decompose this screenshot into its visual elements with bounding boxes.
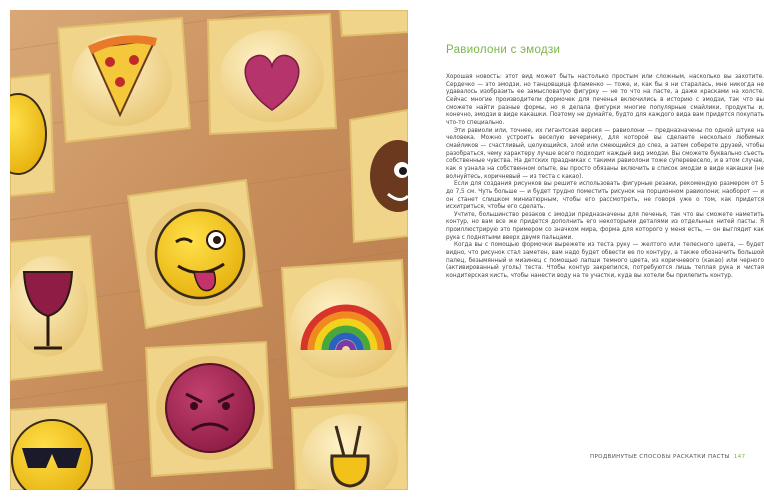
article-paragraph: Хорошая новость: этот вид может быть настолько простым или сложным, насколько вы захотите. Сердечко — это эмодзи, но танцовщица фламенко — тоже, и, как бы я ни старалась, мне никогда не удавалось изобразить ее замысловатую фигурку — не то что на пасте, а даже красками на холсте. Сейчас многие производители формочек для печенья включились в историю с эмодзи, так что вы сможете найти разные формы, но я делала фигурки многие популярные смайлики, продукты и, конечно, эмодзи в виде какашки. Поэтому не думайте, будто для каждого вида вам придется покупать что-то специально. xyxy=(446,74,764,126)
ravioli-pizza xyxy=(58,18,190,142)
page-footer xyxy=(590,454,764,460)
ravioli-peace xyxy=(292,402,408,490)
ravioli-sunglasses xyxy=(10,404,114,490)
ravioli-rainbow xyxy=(282,260,408,398)
article-title: Равиолони с эмодзи xyxy=(446,44,561,56)
ravioli-poop xyxy=(350,110,408,242)
ravioli-photo xyxy=(10,10,408,490)
ravioli-partial-left xyxy=(10,74,54,196)
ravioli-partial-top-right xyxy=(340,10,408,36)
article xyxy=(446,44,764,281)
ravioli-heart xyxy=(208,14,336,134)
page-number: 147 xyxy=(733,454,746,460)
article-paragraph: Учтите, большинство резаков с эмодзи предназначены для печенья, так что вы сможете наметить контур, но вам все же придется дополнить его некоторыми деталями из отдельных нитей пасты. Я проиллюстрирую это примером со значком мира, форма для которого у меня есть, — он выглядит как рука с поднятыми вверх двумя пальцами. xyxy=(446,211,764,241)
article-paragraph: Эти равиоли или, точнее, их гигантская версия — равиолони — предназначены по одной штуке на человека. Можно устроить веселую вечеринку, для которой вы сделаете несколько любимых смайликов — счастливый, целующийся, злой или смеющийся до слез, а затем соберете друзей, чтобы разобраться, чему характеру лучше всего подходит каждый вид эмодзи. Вы сможете буквально съесть собственные чувства. На детских праздниках с такими равиолони тоже суперевесело, и в этом случае, как я узнала на собственном опыте, вы просто обязаны включить в список эмодзи в виде какашки (не волнуйтесь, коричневый — из теста с какао). xyxy=(446,127,764,180)
ravioli-wink xyxy=(128,180,262,328)
ravioli-angry xyxy=(146,342,272,476)
article-paragraph: Когда вы с помощью формочки вырежете из теста руку — желтого или телесного цвета, — будет видно, что рисунок стал заметен, вам надо будет обвести ее по контуру, а также обозначить большой палец, безымянный и мизинец с помощью лапши темного цвета, из коричневого (какао) или черного (активированный уголь) теста. Чтобы контур закрепился, потребуются лишь теплая рука и чистая кондитерская кисть, чтобы нанести воду на те участки, куда вы хотели бы прилепить контур. xyxy=(446,242,764,280)
ravioli-wine xyxy=(10,236,102,380)
article-paragraph: Если для создания рисунков вы решите использовать фигурные резаки, рекомендую размером от 5 до 7,5 см. Чуть больше — и будет трудно поместить рисунок на порционном равиолони; наоборот — и он станет слишком миниатюрным, чтобы его рассмотреть, не говоря уже о том, как придется исхитриться, чтобы его сделать. xyxy=(446,181,764,211)
footer-section-title: ПРОДВИНУТЫЕ СПОСОБЫ РАСКАТКИ ПАСТЫ xyxy=(590,454,730,460)
